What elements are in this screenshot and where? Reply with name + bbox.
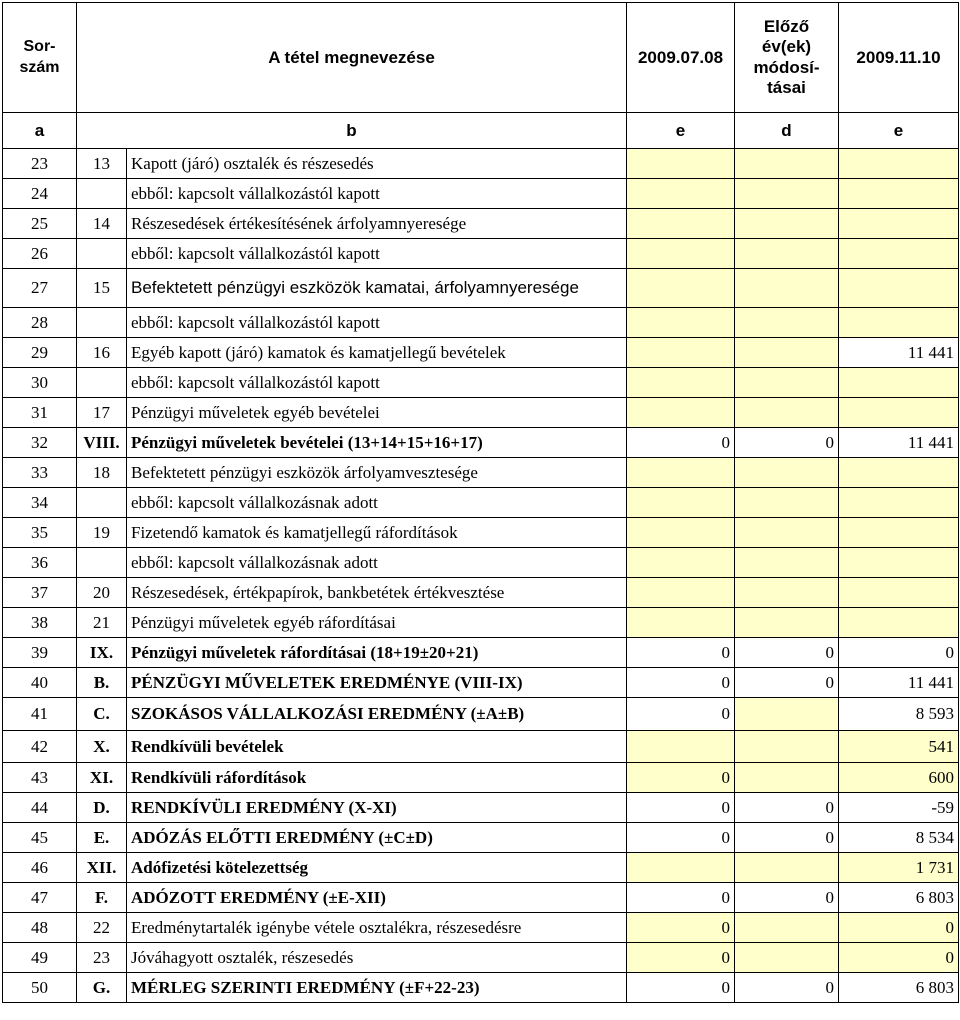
value-2009-11-10 [839,239,959,269]
row-name: ebből: kapcsolt vállalkozásnak adott [127,548,627,578]
header-row [3,3,959,113]
row-name: MÉRLEG SZERINTI EREDMÉNY (±F+22-23) [127,973,627,1003]
value-2009-11-10: 11 441 [839,428,959,458]
value-2009-07-08: 0 [627,913,735,943]
row-name: Rendkívüli bevételek [127,731,627,763]
row-name: Pénzügyi műveletek egyéb ráfordításai [127,608,627,638]
row-name: Eredménytartalék igénybe vétele osztalékra, részesedésre [127,913,627,943]
value-prior-adjustments [735,518,839,548]
value-prior-adjustments [735,368,839,398]
row-code: 17 [77,398,127,428]
row-name: Adófizetési kötelezettség [127,853,627,883]
row-code: F. [77,883,127,913]
row-name: ebből: kapcsolt vállalkozástól kapott [127,239,627,269]
value-2009-07-08 [627,608,735,638]
value-2009-07-08 [627,338,735,368]
value-2009-11-10 [839,518,959,548]
row-name: Fizetendő kamatok és kamatjellegű ráfordítások [127,518,627,548]
row-number: 33 [3,458,77,488]
label-a: a [3,113,77,149]
value-prior-adjustments: 0 [735,428,839,458]
row-name: Részesedések, értékpapírok, bankbetétek értékvesztése [127,578,627,608]
row-code [77,308,127,338]
table-row [3,269,959,308]
row-number: 35 [3,518,77,548]
value-prior-adjustments: 0 [735,823,839,853]
row-name: Egyéb kapott (járó) kamatok és kamatjellegű bevételek [127,338,627,368]
value-2009-11-10 [839,578,959,608]
row-name: ADÓZÁS ELŐTTI EREDMÉNY (±C±D) [127,823,627,853]
row-name: Pénzügyi műveletek ráfordításai (18+19±20+21) [127,638,627,668]
row-number: 30 [3,368,77,398]
row-name: SZOKÁSOS VÁLLALKOZÁSI EREDMÉNY (±A±B) [127,698,627,731]
value-2009-11-10: 11 441 [839,338,959,368]
row-code: 14 [77,209,127,239]
label-b: b [77,113,627,149]
row-name: Részesedések értékesítésének árfolyamnyeresége [127,209,627,239]
value-2009-11-10: 0 [839,638,959,668]
value-prior-adjustments [735,239,839,269]
value-prior-adjustments [735,209,839,239]
row-code [77,239,127,269]
row-number: 39 [3,638,77,668]
header-sorszam: Sor- szám [3,3,77,113]
row-name: Kapott (járó) osztalék és részesedés [127,149,627,179]
table-row [3,763,959,793]
value-2009-07-08 [627,731,735,763]
table-row [3,548,959,578]
row-name: Pénzügyi műveletek bevételei (13+14+15+16+17) [127,428,627,458]
value-2009-11-10 [839,488,959,518]
value-2009-07-08 [627,269,735,308]
value-2009-07-08: 0 [627,698,735,731]
row-number: 44 [3,793,77,823]
row-code: IX. [77,638,127,668]
row-code: 18 [77,458,127,488]
row-name: Jóváhagyott osztalék, részesedés [127,943,627,973]
value-prior-adjustments [735,179,839,209]
table-row [3,179,959,209]
row-code: 19 [77,518,127,548]
row-number: 34 [3,488,77,518]
header-date1: 2009.07.08 [627,3,735,113]
value-prior-adjustments [735,338,839,368]
row-number: 40 [3,668,77,698]
row-number: 46 [3,853,77,883]
table-row [3,338,959,368]
row-number: 23 [3,149,77,179]
value-2009-11-10 [839,209,959,239]
table-row [3,853,959,883]
value-prior-adjustments: 0 [735,638,839,668]
value-prior-adjustments [735,488,839,518]
value-prior-adjustments [735,458,839,488]
value-prior-adjustments: 0 [735,883,839,913]
value-2009-07-08 [627,853,735,883]
row-name: ebből: kapcsolt vállalkozástól kapott [127,179,627,209]
row-name: ADÓZOTT EREDMÉNY (±E-XII) [127,883,627,913]
value-2009-07-08: 0 [627,973,735,1003]
value-2009-07-08: 0 [627,943,735,973]
row-name: Rendkívüli ráfordítások [127,763,627,793]
value-2009-07-08 [627,368,735,398]
value-prior-adjustments [735,608,839,638]
value-2009-07-08: 0 [627,793,735,823]
value-prior-adjustments [735,698,839,731]
table-row [3,883,959,913]
row-number: 26 [3,239,77,269]
table-row [3,698,959,731]
row-number: 32 [3,428,77,458]
row-number: 42 [3,731,77,763]
row-code: X. [77,731,127,763]
table-row [3,209,959,239]
value-prior-adjustments [735,578,839,608]
value-2009-11-10 [839,548,959,578]
value-2009-11-10: 600 [839,763,959,793]
row-name: ebből: kapcsolt vállalkozástól kapott [127,308,627,338]
row-number: 27 [3,269,77,308]
table-row [3,578,959,608]
row-name: Befektetett pénzügyi eszközök kamatai, árfolyamnyeresége [127,269,627,308]
value-2009-11-10: 0 [839,913,959,943]
table-row [3,668,959,698]
value-2009-11-10: 541 [839,731,959,763]
value-2009-07-08: 0 [627,883,735,913]
value-2009-11-10: 8 534 [839,823,959,853]
value-2009-07-08: 0 [627,823,735,853]
value-2009-11-10: 6 803 [839,973,959,1003]
table-row [3,149,959,179]
income-statement-table [2,2,959,1003]
row-code [77,548,127,578]
table-row [3,368,959,398]
row-code: 20 [77,578,127,608]
value-2009-11-10 [839,398,959,428]
row-number: 31 [3,398,77,428]
value-2009-07-08 [627,179,735,209]
row-number: 43 [3,763,77,793]
value-2009-11-10 [839,149,959,179]
row-name: Befektetett pénzügyi eszközök árfolyamvesztesége [127,458,627,488]
table-row [3,428,959,458]
table-row [3,458,959,488]
value-prior-adjustments: 0 [735,793,839,823]
value-2009-07-08 [627,548,735,578]
value-prior-adjustments: 0 [735,973,839,1003]
row-code: VIII. [77,428,127,458]
table-row [3,731,959,763]
value-prior-adjustments [735,763,839,793]
row-number: 28 [3,308,77,338]
value-2009-07-08 [627,488,735,518]
value-2009-07-08 [627,308,735,338]
value-prior-adjustments [735,269,839,308]
row-code: XII. [77,853,127,883]
table-row [3,239,959,269]
row-number: 38 [3,608,77,638]
row-name: PÉNZÜGYI MŰVELETEK EREDMÉNYE (VIII-IX) [127,668,627,698]
value-2009-11-10: 1 731 [839,853,959,883]
row-code: 15 [77,269,127,308]
label-c2: e [839,113,959,149]
row-code: G. [77,973,127,1003]
value-2009-11-10: -59 [839,793,959,823]
header-date2: 2009.11.10 [839,3,959,113]
row-code: E. [77,823,127,853]
value-2009-11-10 [839,269,959,308]
value-2009-07-08 [627,518,735,548]
value-prior-adjustments [735,853,839,883]
row-code: 16 [77,338,127,368]
value-2009-11-10: 0 [839,943,959,973]
row-code: 13 [77,149,127,179]
value-2009-11-10 [839,179,959,209]
value-prior-adjustments [735,943,839,973]
row-code: D. [77,793,127,823]
row-name: RENDKÍVÜLI EREDMÉNY (X-XI) [127,793,627,823]
value-2009-07-08 [627,149,735,179]
row-code: XI. [77,763,127,793]
value-prior-adjustments: 0 [735,668,839,698]
value-2009-07-08: 0 [627,428,735,458]
row-code: 22 [77,913,127,943]
value-2009-07-08: 0 [627,763,735,793]
value-2009-07-08 [627,458,735,488]
table-row [3,608,959,638]
row-name: ebből: kapcsolt vállalkozástól kapott [127,368,627,398]
label-d: d [735,113,839,149]
table-row [3,308,959,338]
row-number: 47 [3,883,77,913]
table-row [3,488,959,518]
table-row [3,518,959,548]
value-2009-11-10 [839,608,959,638]
value-prior-adjustments [735,548,839,578]
value-2009-07-08 [627,578,735,608]
table-row [3,973,959,1003]
value-2009-07-08 [627,209,735,239]
row-number: 45 [3,823,77,853]
row-code [77,368,127,398]
table-row [3,823,959,853]
row-number: 41 [3,698,77,731]
table-row [3,913,959,943]
column-label-row [3,113,959,149]
row-code [77,179,127,209]
value-prior-adjustments [735,913,839,943]
value-prior-adjustments [735,398,839,428]
value-2009-11-10 [839,458,959,488]
table-row [3,398,959,428]
header-elozo: Előző év(ek) módosí- tásai [735,3,839,113]
table-body [3,149,959,1003]
row-name: ebből: kapcsolt vállalkozásnak adott [127,488,627,518]
row-number: 25 [3,209,77,239]
value-2009-11-10: 6 803 [839,883,959,913]
value-prior-adjustments [735,731,839,763]
value-2009-07-08: 0 [627,668,735,698]
row-number: 24 [3,179,77,209]
label-c1: e [627,113,735,149]
row-name: Pénzügyi műveletek egyéb bevételei [127,398,627,428]
row-code: 23 [77,943,127,973]
value-2009-11-10 [839,368,959,398]
value-2009-11-10: 8 593 [839,698,959,731]
row-code: C. [77,698,127,731]
value-2009-07-08 [627,398,735,428]
value-2009-11-10: 11 441 [839,668,959,698]
row-code: 21 [77,608,127,638]
row-number: 50 [3,973,77,1003]
table-row [3,793,959,823]
value-prior-adjustments [735,149,839,179]
table-row [3,638,959,668]
row-number: 29 [3,338,77,368]
row-number: 49 [3,943,77,973]
row-number: 36 [3,548,77,578]
value-2009-07-08 [627,239,735,269]
value-2009-11-10 [839,308,959,338]
row-code: B. [77,668,127,698]
row-code [77,488,127,518]
value-prior-adjustments [735,308,839,338]
value-2009-07-08: 0 [627,638,735,668]
row-number: 37 [3,578,77,608]
table-row [3,943,959,973]
row-number: 48 [3,913,77,943]
header-megnevezes: A tétel megnevezése [77,3,627,113]
